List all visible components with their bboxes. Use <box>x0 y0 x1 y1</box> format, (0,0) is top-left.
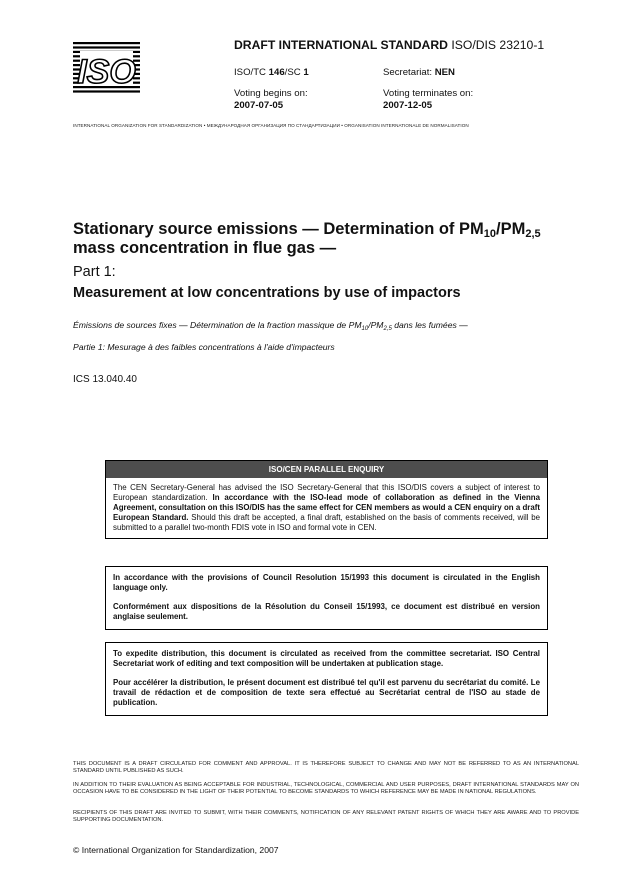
distribution-note-fr: Pour accélérer la distribution, le présent document est distribué tel qu'il est parvenu du secrétariat du comité. Le travail de rédaction et de composition de texte sera effectué au Secrétariat central de l'ISO au stade de publication. <box>113 678 540 707</box>
disclaimer-draft: THIS DOCUMENT IS A DRAFT CIRCULATED FOR COMMENT AND APPROVAL. IT IS THEREFORE SUBJECT TO CHANGE AND MAY NOT BE REFERRED TO AS AN INTERNATIONAL STANDARD UNTIL PUBLISHED AS SUCH. <box>73 761 579 774</box>
voting-begins: Voting begins on: 2007-07-05 <box>234 88 308 111</box>
language-note-fr: Conformément aux dispositions de la Résolution du Conseil 15/1993, ce document est distribué en version anglaise seulement. <box>113 602 540 621</box>
disclaimer-patents: RECIPIENTS OF THIS DRAFT ARE INVITED TO SUBMIT, WITH THEIR COMMENTS, NOTIFICATION OF ANY RELEVANT PATENT RIGHTS OF WHICH THEY ARE AWARE AND TO PROVIDE SUPPORTING DOCUMENTATION. <box>73 810 579 823</box>
voting-terminates: Voting terminates on: 2007-12-05 <box>383 88 474 111</box>
document-type: DRAFT INTERNATIONAL STANDARD ISO/DIS 23210-1 <box>234 38 545 52</box>
committee: ISO/TC 146/SC 1 <box>234 67 309 78</box>
ics-code: ICS 13.040.40 <box>73 374 137 385</box>
iso-logo <box>73 42 140 94</box>
document-title: Stationary source emissions — Determination of $PM_{10}/PM_{2,5}$ mass concentration in flue gas — <box>73 220 541 257</box>
copyright: © International Organization for Standardization, 2007 <box>73 845 279 855</box>
distribution-box <box>105 642 548 716</box>
enquiry-heading: ISO/CEN PARALLEL ENQUIRY <box>106 461 547 478</box>
distribution-note-en: To expedite distribution, this document is circulated as received from the committee secretariat. ISO Central Secretariat work of editing and text composition will be undertaken at publication stage. <box>113 649 540 668</box>
svg-text:ISO: ISO <box>77 53 136 91</box>
language-note-en: In accordance with the provisions of Council Resolution 15/1993 this document is circulated in the English language only. <box>113 573 540 592</box>
enquiry-text: The CEN Secretary-General has advised the ISO Secretary-General that this ISO/DIS covers a subject of interest to European standardization. In accordance with the ISO-lead mode of collaboration as defined in the Vienna Agreement, consultation on this ISO/DIS has the same effect for CEN members as would a CEN enquiry on a draft European Standard. Should this draft be accepted, a final draft, established on the basis of comments received, will be submitted to a parallel two-month FDIS vote in ISO and formal vote in CEN. <box>113 483 540 532</box>
french-part-title: Partie 1: Mesurage à des faibles concentrations à l'aide d'impacteurs <box>73 342 335 352</box>
french-title: Émissions de sources fixes — Détermination de la fraction massique de $PM_{10}/PM_{2,5}$ dans les fumées — <box>73 320 468 332</box>
part-title: Measurement at low concentrations by use of impactors <box>73 285 461 301</box>
enquiry-box <box>105 460 548 539</box>
secretariat: Secretariat: NEN <box>383 67 455 78</box>
part-label: Part 1: <box>73 264 116 280</box>
disclaimer-regulations: IN ADDITION TO THEIR EVALUATION AS BEING ACCEPTABLE FOR INDUSTRIAL, TECHNOLOGICAL, COMMERCIAL AND USER PURPOSES, DRAFT INTERNATIONAL STANDARDS MAY ON OCCASION HAVE TO BE CONSIDERED IN THE LIGHT OF THEIR POTENTIAL TO BECOME STANDARDS TO WHICH REFERENCE MAY BE MADE IN NATIONAL REGULATIONS. <box>73 782 579 795</box>
organization-line: INTERNATIONAL ORGANIZATION FOR STANDARDIZATION • МЕЖДУНАРОДНАЯ ОРГАНИЗАЦИЯ ПО СТАНДАРТИЗАЦИИ • ORGANISATION INTERNATIONALE DE NORMALISATION <box>73 123 469 128</box>
language-box <box>105 566 548 630</box>
